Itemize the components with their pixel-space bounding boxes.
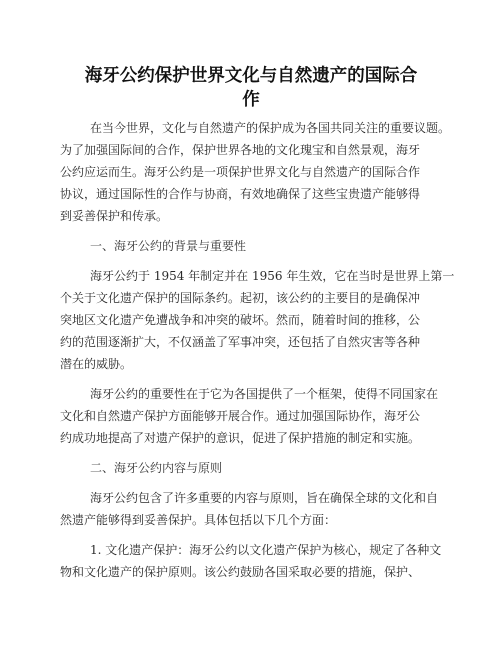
text-line: 到妥善保护和传承。 (60, 209, 169, 223)
text-line: 海牙公约的重要性在于它为各国提供了一个框架，使得不同国家在 (90, 387, 439, 401)
text-line: 为了加强国际间的合作，保护世界各地的文化瑰宝和自然景观，海牙 (60, 143, 421, 157)
text-line: 协议，通过国际性的合作与协商，有效地确保了这些宝贵遗产能够得 (60, 187, 421, 201)
text-line: 约的范围逐渐扩大，不仅涵盖了军事冲突，还包括了自然灾害等各种 (60, 335, 421, 349)
text-line: 文化和自然遗产保护方面能够开展合作。通过加强国际协作，海牙公 (60, 409, 421, 423)
text-line: 潜在的威胁。 (60, 357, 133, 371)
text-line: 个关于文化遗产保护的国际条约。起初，该公约的主要目的是确保冲 (60, 291, 421, 305)
text-line: 物和文化遗产的保护原则。该公约鼓励各国采取必要的措施，保护、 (60, 565, 421, 579)
text-line: 1. 文化遗产保护：海牙公约以文化遗产保护为核心，规定了各种文 (90, 543, 442, 557)
text-line: 公约应运而生。海牙公约是一项保护世界文化与自然遗产的国际合作 (60, 165, 421, 179)
text-line: 海牙公约包含了许多重要的内容与原则，旨在确保全球的文化和自 (90, 491, 439, 505)
title-line-2: 作 (242, 90, 260, 110)
text-line: 在当今世界，文化与自然遗产的保护成为各国共同关注的重要议题。 (90, 121, 451, 135)
title-line-1: 海牙公约保护世界文化与自然遗产的国际合 (84, 66, 418, 86)
section-heading: 一、海牙公约的背景与重要性 (90, 239, 247, 253)
text-line: 然遗产能够得到妥善保护。具体包括以下几个方面： (60, 513, 337, 527)
section-heading: 二、海牙公约内容与原则 (90, 461, 223, 475)
text-line: 约成功地提高了对遗产保护的意识，促进了保护措施的制定和实施。 (60, 431, 421, 445)
document-title (60, 64, 442, 112)
text-line: 海牙公约于 1954 年制定并在 1956 年生效，它在当时是世界上第一 (90, 269, 455, 283)
text-line: 突地区文化遗产免遭战争和冲突的破坏。然而，随着时间的推移，公 (60, 313, 421, 327)
